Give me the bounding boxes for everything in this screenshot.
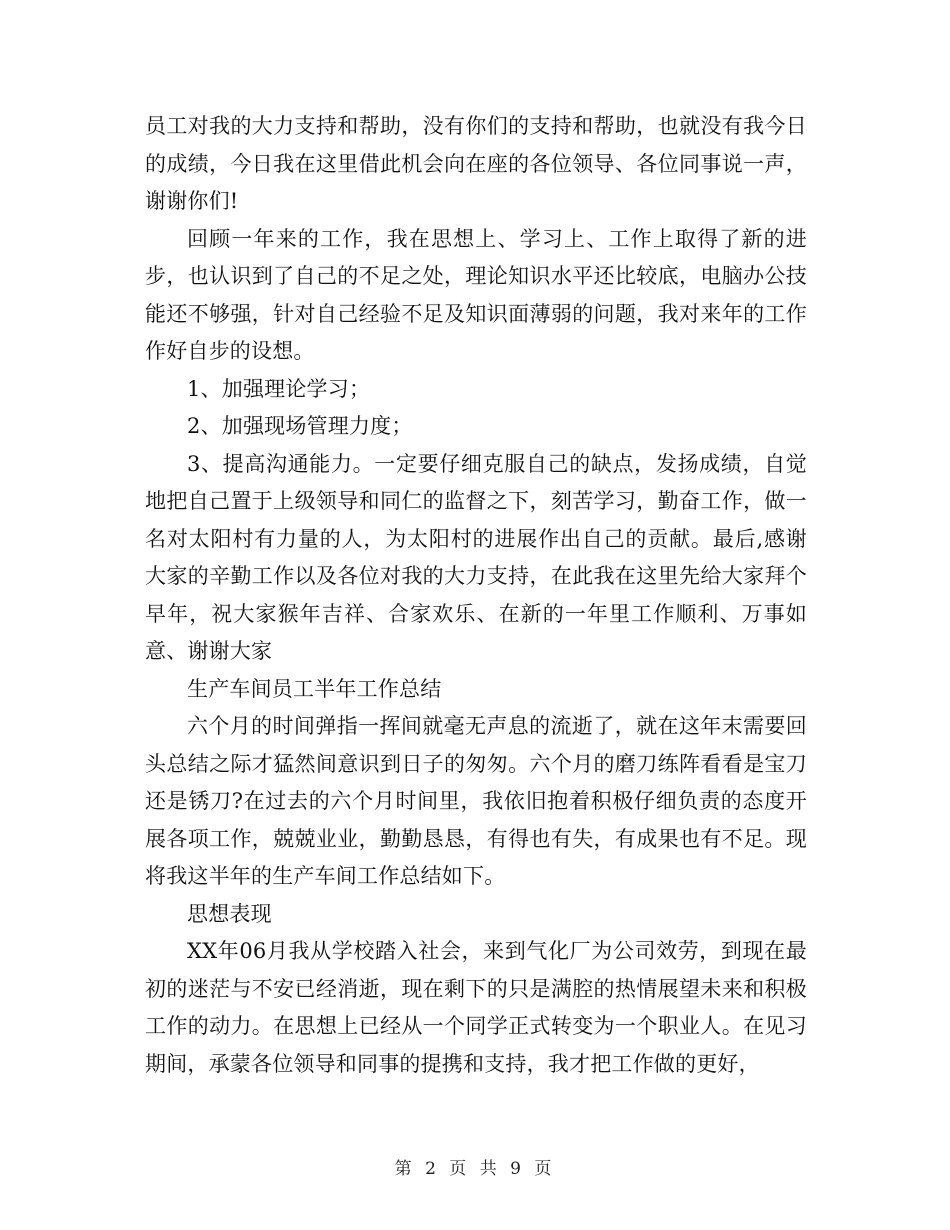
paragraph-2: 回顾一年来的工作，我在思想上、学习上、工作上取得了新的进步，也认识到了自己的不足之处，理论知识水平还比较底，电脑办公技能还不够强，针对自己经验不足及知识面薄弱的问题，我对来年的工作作好自步的设想。 xyxy=(145,226,807,363)
page-number-label: 第 2 页 共 9 页 xyxy=(394,1159,556,1179)
page-footer xyxy=(0,1154,950,1179)
paragraph-1: 员工对我的大力支持和帮助，没有你们的支持和帮助，也就没有我今日的成绩，今日我在这里借此机会向在座的各位领导、各位同事说一声，谢谢你们! xyxy=(145,114,807,213)
list-item-1: 1、加强理论学习； xyxy=(187,376,371,401)
paragraph-4: XX年06月我从学校踏入社会，来到气化厂为公司效劳，到现在最初的迷茫与不安已经消逝，现在剩下的只是满腔的热情展望未来和积极工作的动力。在思想上已经从一个同学正式转变为一个职业人。在见习期间，承蒙各位领导和同事的提携和支持，我才把工作做的更好， xyxy=(145,939,807,1076)
paragraph-3: 六个月的时间弹指一挥间就毫无声息的流逝了，就在这年末需要回头总结之际才猛然间意识到日子的匆匆。六个月的磨刀练阵看看是宝刀还是锈刀?在过去的六个月时间里，我依旧抱着积极仔细负责的态度开展各项工作，兢兢业业，勤勤恳恳，有得也有失，有成果也有不足。现将我这半年的生产车间工作总结如下。 xyxy=(145,714,807,888)
section-heading-thoughts: 思想表现 xyxy=(187,901,272,926)
section-heading-summary: 生产车间员工半年工作总结 xyxy=(187,676,442,701)
list-item-2: 2、加强现场管理力度； xyxy=(187,414,413,438)
document-body xyxy=(145,108,807,1083)
list-item-3: 3、提高沟通能力。一定要仔细克服自己的缺点，发扬成绩，自觉地把自己置于上级领导和同仁的监督之下，刻苦学习，勤奋工作，做一名对太阳村有力量的人，为太阳村的进展作出自己的贡献。最后,感谢大家的辛勤工作以及各位对我的大力支持，在此我在这里先给大家拜个早年，祝大家猴年吉祥、合家欢乐、在新的一年里工作顺利、万事如意、谢谢大家 xyxy=(145,451,807,663)
